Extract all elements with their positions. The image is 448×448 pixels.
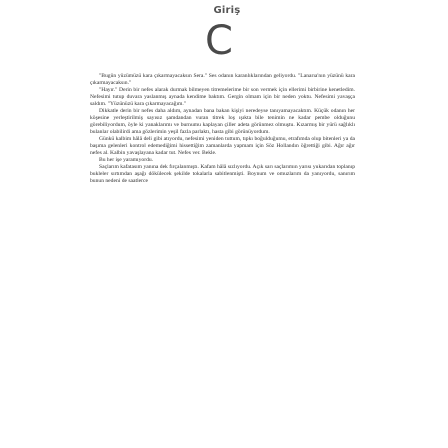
paragraph: Günkü kalbim hâlâ deli gibi atıyordu, nefesimi yeniden tuttum, tıpkı boğulduğumu, etrafımda olup bitenleri ya da başıma gelenleri kontrol edemediğimi hissettiğim zamanlarda yapmam için Söz Hollandın öğrettiği gibi. Ağır ağır nefes al. Kalbin yavaşlayana kadar tut. Nefes ver. Bekle. [90, 136, 355, 157]
paragraph: "Bugün yüzümüzü kara çıkarmayacaksın Sera." Ses odanın karanlıklarından geliyordu. "Lanarıa'nın yüzünü kara çıkarmayacaksın." [90, 73, 355, 86]
chapter-initial: C [205, 18, 233, 64]
paragraph: Bu her işe yaramıyordu. [99, 157, 154, 164]
body-text [90, 73, 355, 443]
paragraph: Saçlarım kafatasım yanına dek fırçalanmıştı. Kafam hâlâ sızlıyordu. Açık sarı saçlarımın yarısı yukarıdan toplanıp bukleler sırtımdan aşağı dökülecek şekilde tokalarla sabitlenmişti. Boynum ve omuzlarım da yanıyordu, sanırım bunun nedeni de saatlerce [90, 164, 355, 185]
paragraph: "Hayır." Derin bir nefes alarak durmak bilmeyen titremelerime bir son vermek için ellerimi birbirine kenetledim. Nefesimi tutup duvara yaslanmış aynada kendime baktım. Gergin olmam için bir neden yoktu. Nefesimi yavaşça saldım. "Yüzünüzü kara çıkarmayacağım." [90, 87, 355, 107]
paragraph: Dikkatle derin bir nefes daha aldım, aynadan bana bakan kişiyi neredeyse tanıyamayacaktım. Küçük odanın her köşesine yerleştirilmiş sayısız şamdandan vuran titrek loş ışıkta bile tenimin ne kadar pembe olduğunu görebiliyordum, öyle ki yanaklarımı ve burnumu kaplayan çiller adeta görünmez olmuştu. Kızarmış bir yürü sağlıklı bulanlar olabilirdi ama gözlerimin yeşil fazla parlaktı, hasta gibi görünüyordum. [90, 108, 355, 135]
chapter-title: Giriş [213, 5, 241, 16]
